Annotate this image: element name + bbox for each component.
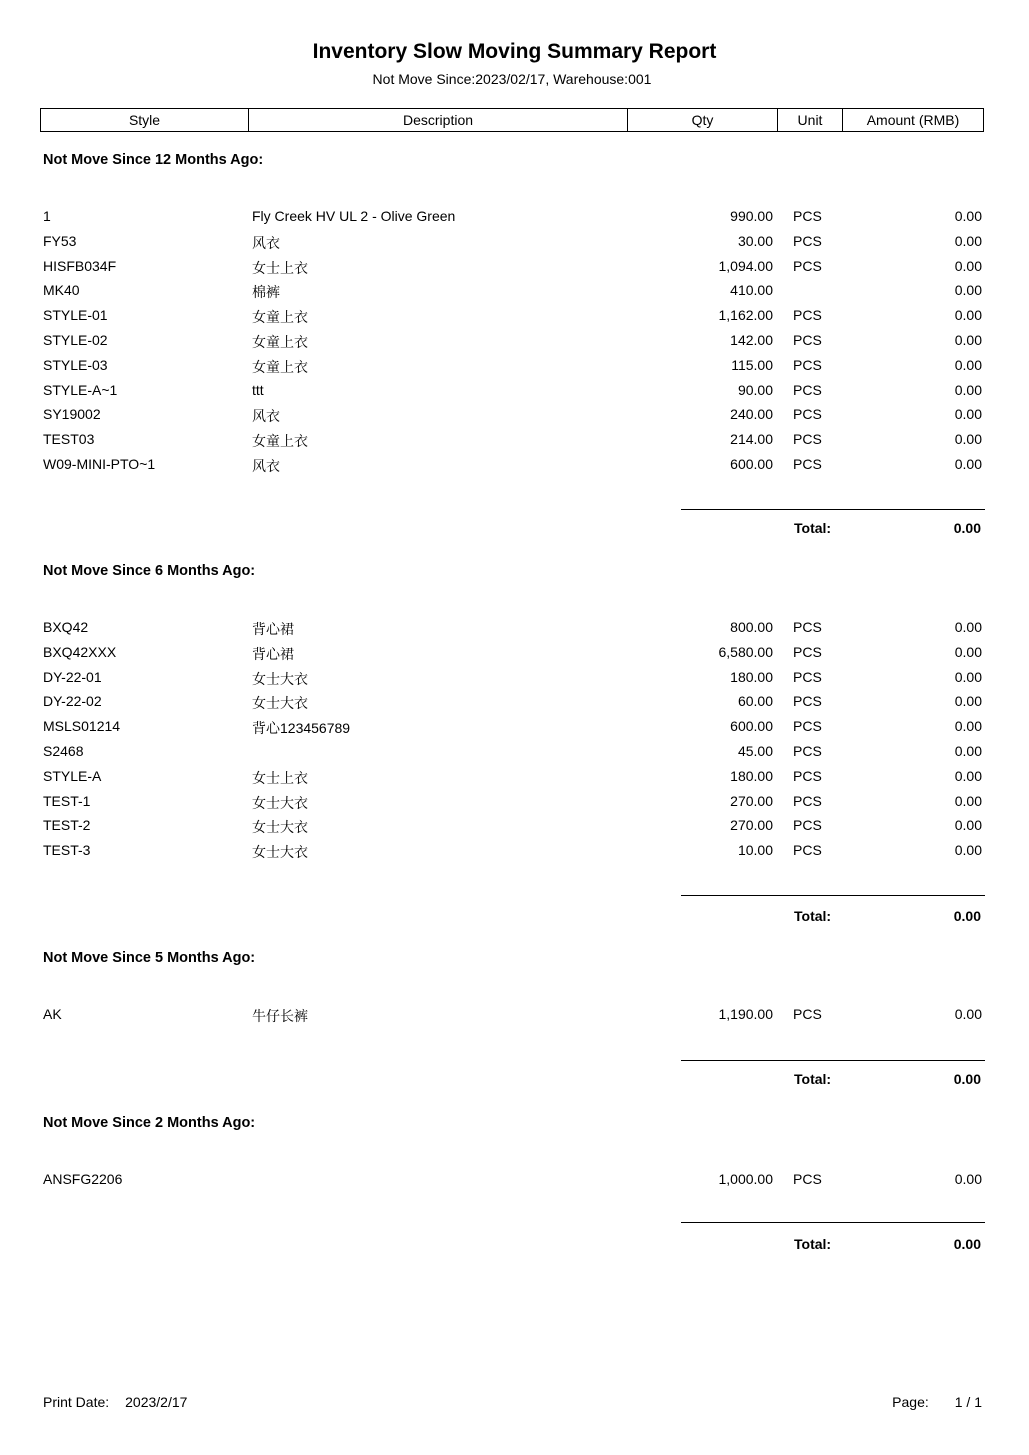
section-title: Not Move Since 6 Months Ago: (43, 563, 256, 579)
cell-qty: 60.00 (737, 693, 773, 710)
cell-unit: PCS (793, 232, 822, 249)
cell-description: 女童上衣 (252, 334, 308, 350)
cell-amount: 0.00 (954, 693, 982, 710)
cell-qty: 270.00 (730, 792, 773, 809)
cell-style: MSLS01214 (43, 718, 121, 735)
cell-unit: PCS (793, 718, 822, 735)
table-row (0, 357, 1029, 377)
cell-qty: 1,000.00 (718, 1171, 773, 1187)
table-row (0, 307, 1029, 327)
print-date-value: 2023/2/17 (125, 1394, 188, 1410)
section-title: Not Move Since 2 Months Ago: (43, 1115, 256, 1131)
table-row (0, 382, 1029, 402)
cell-unit: PCS (793, 406, 822, 423)
cell-unit: PCS (793, 643, 822, 660)
cell-unit: PCS (793, 307, 822, 324)
cell-qty: 180.00 (730, 668, 773, 685)
cell-style: TEST-3 (43, 842, 91, 859)
cell-qty: 30.00 (737, 232, 773, 249)
cell-style: HISFB034F (43, 257, 117, 274)
table-row (0, 233, 1029, 253)
column-header-style: Style (41, 109, 249, 131)
cell-description: 牛仔长裤 (252, 1008, 308, 1024)
cell-style: MK40 (43, 282, 80, 299)
cell-amount: 0.00 (954, 282, 982, 299)
total-divider (681, 895, 985, 896)
cell-unit: PCS (793, 792, 822, 809)
cell-description: 女童上衣 (252, 433, 308, 450)
page-label: Page: (892, 1394, 929, 1410)
cell-description: 女童上衣 (252, 358, 308, 375)
table-row (0, 693, 1029, 713)
cell-amount: 0.00 (954, 356, 982, 373)
cell-description: 风衣 (252, 458, 280, 474)
cell-description: 棉裤 (252, 284, 280, 301)
cell-amount: 0.00 (954, 817, 982, 834)
cell-unit: PCS (793, 356, 822, 373)
cell-style: TEST-2 (43, 817, 91, 834)
cell-qty: 90.00 (737, 381, 773, 398)
cell-description: 女士上衣 (252, 769, 308, 786)
section-total-value: 0.00 (953, 1236, 981, 1252)
cell-style: STYLE-01 (43, 307, 108, 324)
cell-unit: PCS (793, 332, 822, 348)
cell-style: AK (43, 1006, 62, 1022)
section-total-label: Total: (794, 520, 832, 536)
table-row (0, 456, 1029, 476)
cell-qty: 142.00 (730, 332, 773, 348)
cell-style: TEST-1 (43, 792, 91, 809)
table-row (0, 1171, 1029, 1191)
cell-amount: 0.00 (954, 668, 982, 685)
cell-description: 女士大衣 (252, 695, 308, 712)
cell-amount: 0.00 (954, 1171, 982, 1187)
column-header-unit: Unit (778, 109, 843, 131)
cell-qty: 270.00 (730, 817, 773, 834)
cell-description: 女士大衣 (252, 794, 308, 811)
cell-amount: 0.00 (954, 406, 982, 423)
cell-description: 女士大衣 (252, 844, 308, 861)
cell-amount: 0.00 (954, 743, 982, 759)
cell-amount: 0.00 (954, 431, 982, 448)
cell-unit: PCS (793, 842, 822, 859)
cell-style: STYLE-A~1 (43, 381, 118, 398)
cell-qty: 240.00 (730, 406, 773, 423)
column-header-row (40, 108, 984, 132)
cell-unit: PCS (793, 668, 822, 685)
cell-qty: 1,190.00 (718, 1006, 773, 1022)
cell-qty: 214.00 (730, 431, 773, 448)
table-row (0, 1006, 1029, 1026)
cell-amount: 0.00 (954, 619, 982, 635)
cell-style: DY-22-01 (43, 668, 102, 685)
total-divider (681, 509, 985, 510)
cell-description: 背心裙 (252, 621, 294, 637)
cell-description: Fly Creek HV UL 2 - Olive Green (252, 208, 456, 224)
cell-qty: 45.00 (737, 743, 773, 759)
cell-description: 女士大衣 (252, 819, 308, 836)
cell-unit: PCS (793, 381, 822, 398)
cell-amount: 0.00 (954, 257, 982, 274)
cell-description: 风衣 (252, 234, 280, 251)
cell-amount: 0.00 (954, 307, 982, 324)
cell-style: 1 (43, 208, 51, 224)
section-total-label: Total: (794, 1071, 832, 1087)
report-subtitle: Not Move Since:2023/02/17, Warehouse:001 (372, 71, 652, 87)
cell-unit: PCS (793, 743, 822, 759)
cell-unit: PCS (793, 693, 822, 710)
column-header-qty: Qty (628, 109, 778, 131)
cell-style: W09-MINI-PTO~1 (43, 456, 156, 472)
cell-qty: 180.00 (730, 767, 773, 784)
table-row (0, 669, 1029, 689)
cell-unit: PCS (793, 1006, 822, 1022)
print-date (43, 1394, 187, 1410)
cell-qty: 800.00 (730, 619, 773, 635)
total-divider (681, 1222, 985, 1223)
page-value: 1 / 1 (954, 1394, 982, 1410)
cell-qty: 6,580.00 (718, 643, 773, 660)
cell-qty: 600.00 (730, 718, 773, 735)
cell-unit: PCS (793, 817, 822, 834)
cell-description: 女童上衣 (252, 309, 308, 326)
cell-amount: 0.00 (954, 767, 982, 784)
cell-qty: 410.00 (730, 282, 773, 299)
cell-description: ttt (252, 381, 264, 398)
cell-qty: 990.00 (730, 208, 773, 224)
cell-amount: 0.00 (954, 792, 982, 809)
cell-qty: 10.00 (737, 842, 773, 859)
cell-qty: 1,162.00 (718, 307, 773, 324)
cell-amount: 0.00 (954, 718, 982, 735)
cell-description: 背心123456789 (252, 720, 351, 737)
table-row (0, 406, 1029, 426)
section-title: Not Move Since 5 Months Ago: (43, 950, 256, 966)
table-row (0, 718, 1029, 738)
cell-description: 风衣 (252, 408, 280, 425)
cell-amount: 0.00 (954, 208, 982, 224)
cell-qty: 600.00 (730, 456, 773, 472)
page-number (892, 1394, 982, 1410)
table-row (0, 644, 1029, 664)
cell-amount: 0.00 (954, 381, 982, 398)
cell-unit: PCS (793, 456, 822, 472)
cell-description: 背心裙 (252, 645, 294, 662)
section-total-value: 0.00 (953, 1071, 981, 1087)
cell-unit: PCS (793, 767, 822, 784)
cell-description: 女士上衣 (252, 259, 308, 276)
cell-amount: 0.00 (954, 456, 982, 472)
cell-style: SY19002 (43, 406, 101, 423)
section-total-label: Total: (794, 908, 832, 924)
cell-unit: PCS (793, 431, 822, 448)
cell-amount: 0.00 (954, 643, 982, 660)
column-header-amount: Amount (RMB) (866, 112, 960, 128)
cell-style: STYLE-03 (43, 356, 108, 373)
cell-style: STYLE-02 (43, 332, 108, 348)
cell-style: FY53 (43, 232, 77, 249)
table-row (0, 431, 1029, 451)
section-total-value: 0.00 (953, 908, 981, 924)
cell-amount: 0.00 (954, 842, 982, 859)
section-total-value: 0.00 (953, 520, 981, 536)
print-date-label: Print Date: (43, 1394, 110, 1410)
cell-style: STYLE-A (43, 767, 102, 784)
cell-style: BXQ42XXX (43, 643, 117, 660)
cell-style: DY-22-02 (43, 693, 102, 710)
table-row (0, 619, 1029, 639)
cell-amount: 0.00 (954, 232, 982, 249)
cell-style: S2468 (43, 743, 84, 759)
table-row (0, 817, 1029, 837)
cell-unit: PCS (793, 257, 822, 274)
table-row (0, 768, 1029, 788)
table-row (0, 793, 1029, 813)
cell-style: ANSFG2206 (43, 1171, 123, 1187)
table-row (0, 332, 1029, 352)
report-title: Inventory Slow Moving Summary Report (312, 40, 717, 63)
cell-unit: PCS (793, 208, 822, 224)
section-total-label: Total: (794, 1236, 832, 1252)
section-title: Not Move Since 12 Months Ago: (43, 152, 264, 168)
cell-description: 女士大衣 (252, 670, 308, 687)
table-row (0, 258, 1029, 278)
total-divider (681, 1060, 985, 1061)
table-row (0, 743, 1029, 763)
cell-qty: 115.00 (731, 356, 773, 373)
cell-style: BXQ42 (43, 619, 89, 635)
table-row (0, 842, 1029, 862)
cell-amount: 0.00 (954, 332, 982, 348)
column-header-description: Description (249, 109, 628, 131)
cell-amount: 0.00 (954, 1006, 982, 1022)
cell-unit: PCS (793, 619, 822, 635)
cell-qty: 1,094.00 (718, 257, 773, 274)
table-row (0, 208, 1029, 228)
table-row (0, 282, 1029, 302)
cell-style: TEST03 (43, 431, 95, 448)
cell-unit: PCS (793, 1171, 822, 1187)
